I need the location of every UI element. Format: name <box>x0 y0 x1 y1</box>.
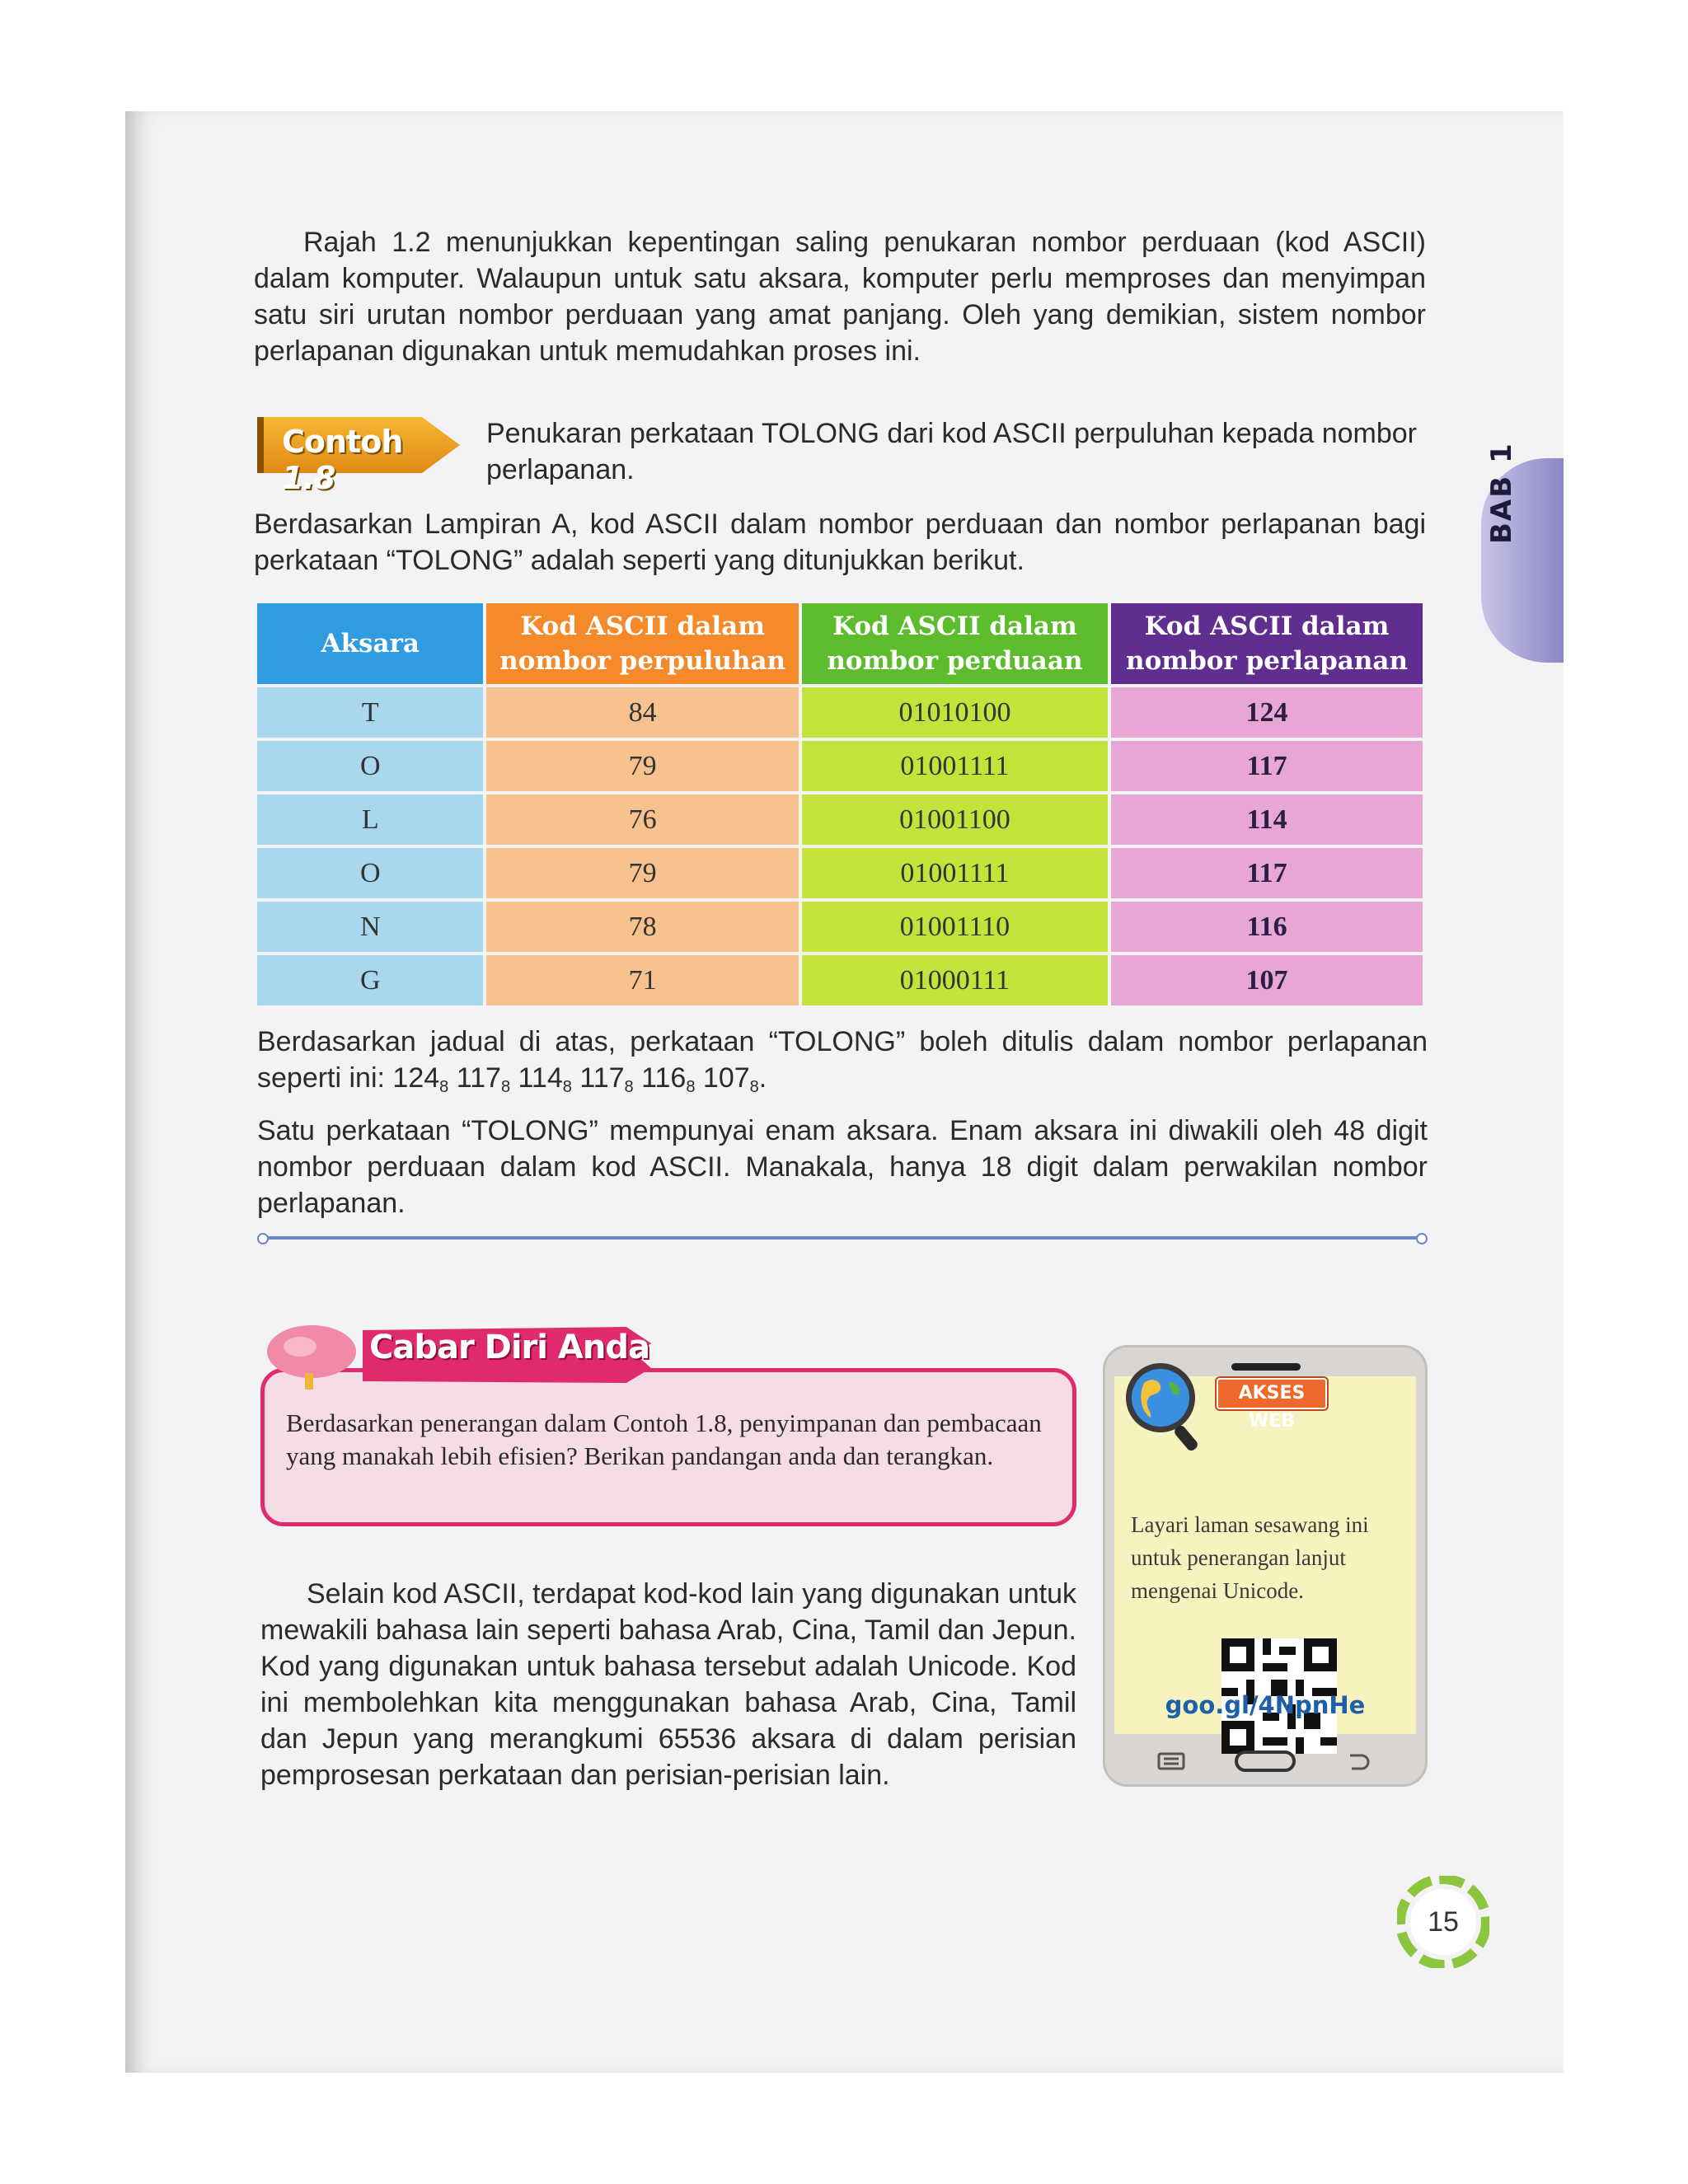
table-header-row <box>257 603 1423 684</box>
octal-number <box>703 1062 759 1094</box>
example-lead: Berdasarkan Lampiran A, kod ASCII dalam nombor perduaan dan nombor perlapanan bagi perkataan “TOLONG” adalah seperti yang ditunjukkan berikut. <box>254 509 1426 576</box>
octal-number <box>392 1062 448 1094</box>
cell-perpuluhan: 79 <box>486 848 798 898</box>
cell-aksara: O <box>257 741 483 791</box>
cell-perduaan: 01001111 <box>802 741 1108 791</box>
challenge-box <box>260 1368 1076 1526</box>
intro-text: Rajah 1.2 menunjukkan kepentingan saling penukaran nombor perduaan (kod ASCII) dalam komputer. Walaupun untuk satu aksara, komputer perlu memproses dan menyimpan satu siri urutan nombor perduaan yang amat panjang. Oleh yang demikian, sistem nombor perlapanan digunakan untuk memudahkan proses ini. <box>254 227 1426 367</box>
octal-value: 124 <box>392 1062 440 1094</box>
divider-dot <box>1416 1233 1428 1244</box>
octal-value: 114 <box>518 1062 563 1094</box>
header-perlapanan: Kod ASCII dalam nombor perlapanan <box>1111 603 1423 684</box>
home-button-icon <box>1236 1752 1294 1770</box>
cell-perlapanan: 117 <box>1111 741 1423 791</box>
octal-value: 117 <box>456 1062 501 1094</box>
header-perduaan: Kod ASCII dalam nombor perduaan <box>802 603 1108 684</box>
menu-icon <box>1159 1754 1184 1769</box>
example-label-word: Contoh <box>282 424 403 460</box>
conclusion-paragraph: Berdasarkan jadual di atas, perkataan “TOLONG” boleh ditulis dalam nombor perlapanan seperti ini: $124_8$ $117_8$ $114_8$ $117_8$ $116_8$ $107_8$. <box>257 1026 1428 1096</box>
digit-comparison-paragraph: Satu perkataan “TOLONG” mempunyai enam aksara. Enam aksara ini diwakili oleh 48 digit nombor perduaan dalam kod ASCII. Manakala, hanya 18 digit dalam perwakilan nombor perlapanan. <box>257 1115 1428 1219</box>
cell-perduaan: 01001100 <box>802 794 1108 845</box>
cell-perpuluhan: 78 <box>486 902 798 952</box>
cell-perpuluhan: 71 <box>486 955 798 1005</box>
octal-base: 8 <box>749 1078 759 1096</box>
web-access-phone <box>1103 1345 1428 1787</box>
cell-perduaan: 01001111 <box>802 848 1108 898</box>
octal-base: 8 <box>562 1078 572 1096</box>
globe-magnifier-icon <box>1119 1358 1210 1457</box>
octal-value: 107 <box>702 1062 750 1094</box>
phone-speaker <box>1231 1363 1301 1371</box>
example-label <box>282 424 465 496</box>
cell-perduaan: 01000111 <box>802 955 1108 1005</box>
table-row <box>257 955 1423 1005</box>
cell-aksara: O <box>257 848 483 898</box>
unicode-text: Selain kod ASCII, terdapat kod-kod lain yang digunakan untuk mewakili bahasa lain seperti bahasa Arab, Cina, Tamil dan Jepun. Kod yang digunakan untuk bahasa tersebut adalah Unicode. Kod ini membolehkan kita menggunakan bahasa Arab, Cina, Tamil dan Jepun yang merangkumi 65536 aksara di dalam perisian pemprosesan perkataan dan perisian-perisian lain. <box>260 1578 1076 1791</box>
cell-aksara: T <box>257 687 483 738</box>
cell-perlapanan: 116 <box>1111 902 1423 952</box>
conclusion-line: Berdasarkan jadual di atas, perkataan “TOLONG” boleh ditulis dalam nombor perlapanan seperti ini: <box>257 1026 1428 1094</box>
cell-perpuluhan: 76 <box>486 794 798 845</box>
challenge-heading <box>264 1319 659 1390</box>
challenge-title: Cabar Diri Anda <box>369 1329 649 1366</box>
header-perpuluhan: Kod ASCII dalam nombor perpuluhan <box>486 603 798 684</box>
cell-perlapanan: 107 <box>1111 955 1423 1005</box>
cell-perpuluhan: 79 <box>486 741 798 791</box>
web-access-text: Layari laman sesawang ini untuk penerangan lanjut mengenai Unicode. <box>1131 1512 1369 1603</box>
octal-number <box>641 1062 695 1094</box>
example-tag <box>257 410 465 496</box>
cell-aksara: G <box>257 955 483 1005</box>
unicode-paragraph <box>260 1576 1076 1793</box>
octal-value: 117 <box>579 1062 625 1094</box>
example-number: 1.8 <box>282 460 335 496</box>
example-title: Penukaran perkataan TOLONG dari kod ASCII perpuluhan kepada nombor perlapanan. <box>486 418 1418 485</box>
cell-perpuluhan: 84 <box>486 687 798 738</box>
intro-paragraph <box>254 224 1426 369</box>
octal-number <box>579 1062 633 1094</box>
cell-perlapanan: 114 <box>1111 794 1423 845</box>
cell-perduaan: 01010100 <box>802 687 1108 738</box>
octal-value: 116 <box>641 1062 687 1094</box>
cell-perlapanan: 117 <box>1111 848 1423 898</box>
octal-base: 8 <box>686 1078 696 1096</box>
challenge-text: Berdasarkan penerangan dalam Contoh 1.8, penyimpanan dan pembacaan yang manakah lebih efisien? Berikan pandangan anda dan terangkan. <box>286 1408 1042 1470</box>
octal-number <box>518 1062 572 1094</box>
table-row <box>257 902 1423 952</box>
table-row <box>257 794 1423 845</box>
web-access-link[interactable]: goo.gl/4NpnHe <box>1165 1691 1366 1719</box>
web-access-badge: AKSES WEB <box>1217 1378 1327 1409</box>
section-divider <box>257 1235 1428 1241</box>
octal-number <box>457 1062 510 1094</box>
back-icon <box>1350 1755 1368 1769</box>
cell-aksara: L <box>257 794 483 845</box>
octal-base: 8 <box>624 1078 634 1096</box>
divider-line <box>264 1236 1421 1240</box>
cell-perduaan: 01001110 <box>802 902 1108 952</box>
chapter-label: BAB 1 <box>1485 442 1518 544</box>
table-row <box>257 687 1423 738</box>
octal-base: 8 <box>500 1078 511 1096</box>
phone-nav-buttons <box>1114 1742 1416 1779</box>
divider-dot <box>257 1233 269 1244</box>
table-row <box>257 741 1423 791</box>
octal-base: 8 <box>439 1078 449 1096</box>
table-row <box>257 848 1423 898</box>
header-aksara: Aksara <box>257 603 483 684</box>
ascii-table <box>254 600 1426 1009</box>
page-number: 15 <box>1428 1906 1459 1938</box>
cell-perlapanan: 124 <box>1111 687 1423 738</box>
cell-aksara: N <box>257 902 483 952</box>
